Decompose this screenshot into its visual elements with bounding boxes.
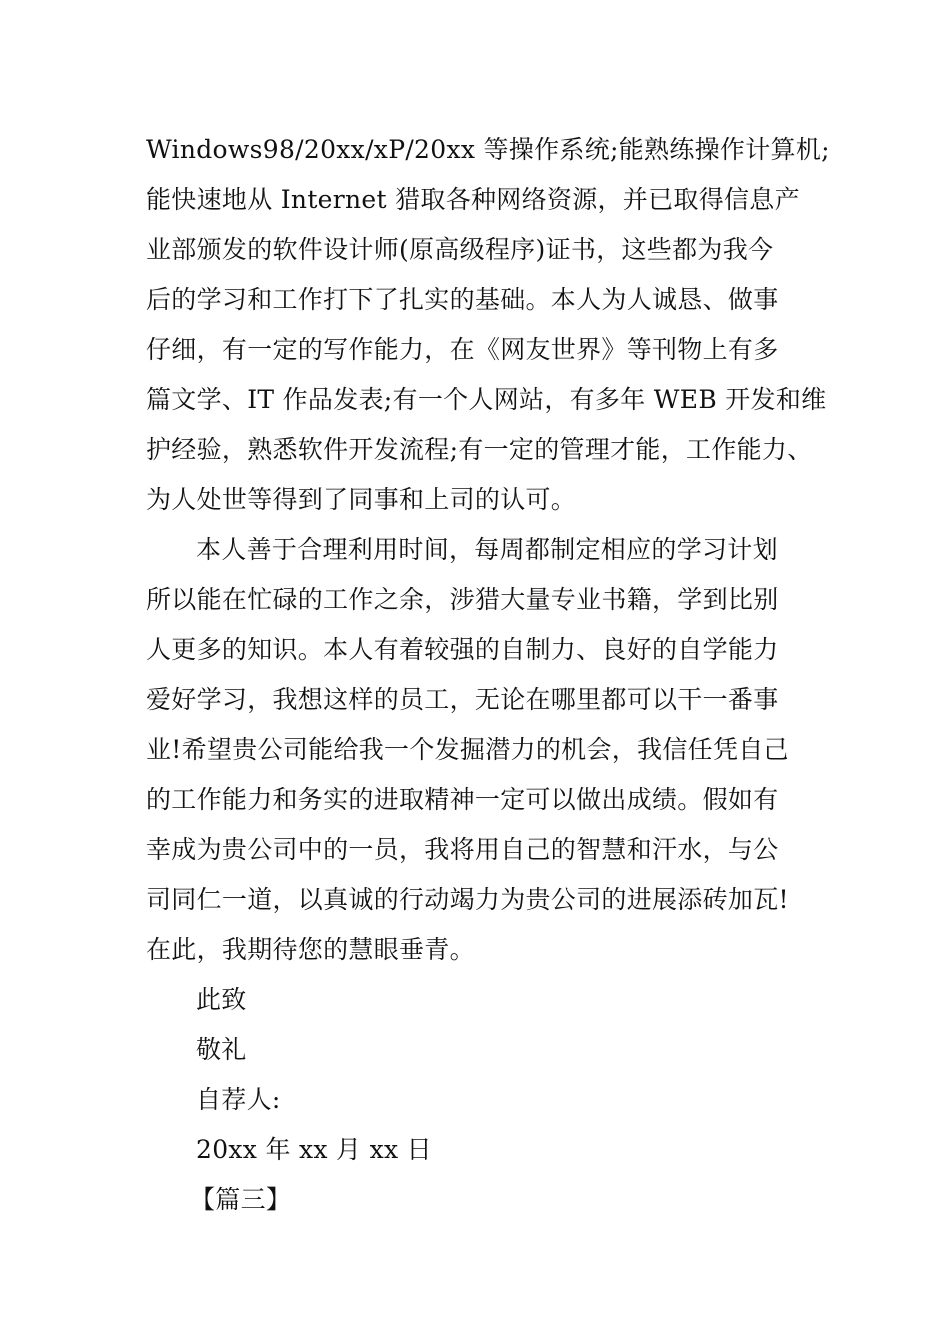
paragraph-line: 业!希望贵公司能给我一个发掘潜力的机会，我信任凭自己	[146, 735, 789, 764]
closing-regards: 敬礼	[196, 1035, 247, 1064]
paragraph-line: 业部颁发的软件设计师(原高级程序)证书，这些都为我今	[146, 235, 774, 264]
paragraph-line: 后的学习和工作打下了扎实的基础。本人为人诚恳、做事	[146, 285, 779, 314]
paragraph-line: Windows98/20xx/xP/20xx 等操作系统;能熟练操作计算机;	[146, 135, 830, 164]
closing-salutation: 此致	[196, 985, 247, 1014]
paragraph-line: 的工作能力和务实的进取精神一定可以做出成绩。假如有	[146, 785, 779, 814]
paragraph-line: 幸成为贵公司中的一员，我将用自己的智慧和汗水，与公	[146, 835, 779, 864]
paragraph-line: 护经验，熟悉软件开发流程;有一定的管理才能，工作能力、	[146, 435, 813, 464]
paragraph-line: 篇文学、IT 作品发表;有一个人网站，有多年 WEB 开发和维	[146, 385, 827, 414]
paragraph-line: 爱好学习，我想这样的员工，无论在哪里都可以干一番事	[146, 685, 779, 714]
paragraph-line: 能快速地从 Internet 猎取各种网络资源，并已取得信息产	[146, 185, 800, 214]
paragraph-line: 仔细，有一定的写作能力，在《网友世界》等刊物上有多	[146, 335, 779, 364]
paragraph-line: 人更多的知识。本人有着较强的自制力、良好的自学能力	[146, 635, 779, 664]
section-heading: 【篇三】	[190, 1185, 292, 1214]
closing-signature: 自荐人:	[196, 1085, 281, 1114]
paragraph-line: 所以能在忙碌的工作之余，涉猎大量专业书籍，学到比别	[146, 585, 779, 614]
paragraph-line: 在此，我期待您的慧眼垂青。	[146, 935, 475, 964]
paragraph-line: 本人善于合理利用时间，每周都制定相应的学习计划	[196, 535, 778, 564]
closing-date: 20xx 年 xx 月 xx 日	[196, 1135, 432, 1164]
paragraph-line: 司同仁一道，以真诚的行动竭力为贵公司的进展添砖加瓦!	[146, 885, 789, 914]
paragraph-line: 为人处世等得到了同事和上司的认可。	[146, 485, 577, 514]
